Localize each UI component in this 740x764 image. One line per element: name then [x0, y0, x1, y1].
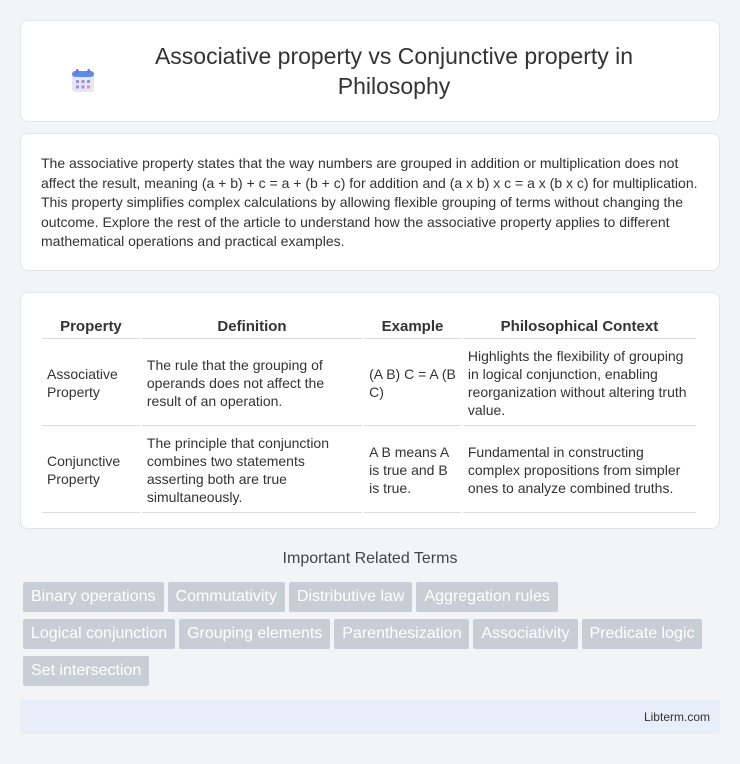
- table-cell: A B means A is true and B is true.: [364, 428, 461, 513]
- table-cell: Associative Property: [42, 341, 140, 426]
- related-term-tag[interactable]: Set intersection: [23, 656, 149, 686]
- column-header-context: Philosophical Context: [463, 313, 696, 339]
- related-term-tag[interactable]: Predicate logic: [582, 619, 703, 649]
- table-cell: Highlights the flexibility of grouping in logical conjunction, enabling reorganization without altering truth value.: [463, 341, 696, 426]
- table-cell: The principle that conjunction combines two statements asserting both are true simultaneously.: [142, 428, 362, 513]
- comparison-table: [40, 311, 698, 515]
- table-cell: The rule that the grouping of operands does not affect the result of an operation.: [142, 341, 362, 426]
- related-term-tag[interactable]: Aggregation rules: [416, 582, 557, 612]
- title-wrap: [70, 41, 670, 101]
- title-card: [20, 20, 720, 122]
- related-term-tag[interactable]: Grouping elements: [179, 619, 330, 649]
- table-cell: Fundamental in constructing complex propositions from simpler ones to analyze combined truths.: [463, 428, 696, 513]
- related-term-tag[interactable]: Distributive law: [289, 582, 413, 612]
- column-header-definition: Definition: [142, 313, 362, 339]
- footer-brand-link[interactable]: Libterm.com: [643, 710, 710, 724]
- related-term-tag[interactable]: Parenthesization: [334, 619, 469, 649]
- column-header-example: Example: [364, 313, 461, 339]
- table-row: [42, 428, 696, 513]
- table-header-row: [42, 313, 696, 339]
- calendar-icon: [70, 68, 96, 94]
- intro-paragraph: The associative property states that the way numbers are grouped in addition or multiplication does not affect the result, meaning (a + b) + c = a + (b + c) for addition and (a x b) x c = a x (b x c) for multiplication. This property simplifies complex calculations by allowing flexible grouping of terms without changing the outcome. Explore the rest of the article to understand how the associative property applies to different mathematical operations and practical examples.: [41, 155, 698, 250]
- related-terms-list: [23, 582, 723, 693]
- footer: [20, 700, 720, 734]
- related-terms-heading: Important Related Terms: [282, 550, 458, 567]
- related-term-tag[interactable]: Commutativity: [168, 582, 285, 612]
- column-header-property: Property: [42, 313, 140, 339]
- table-row: [42, 341, 696, 426]
- related-term-tag[interactable]: Associativity: [473, 619, 577, 649]
- table-cell: (A B) C = A (B C): [364, 341, 461, 426]
- related-term-tag[interactable]: Logical conjunction: [23, 619, 175, 649]
- related-term-tag[interactable]: Binary operations: [23, 582, 164, 612]
- intro-card: [20, 133, 720, 271]
- page-title: Associative property vs Conjunctive property in Philosophy: [154, 43, 634, 99]
- table-cell: Conjunctive Property: [42, 428, 140, 513]
- comparison-table-card: [20, 292, 720, 529]
